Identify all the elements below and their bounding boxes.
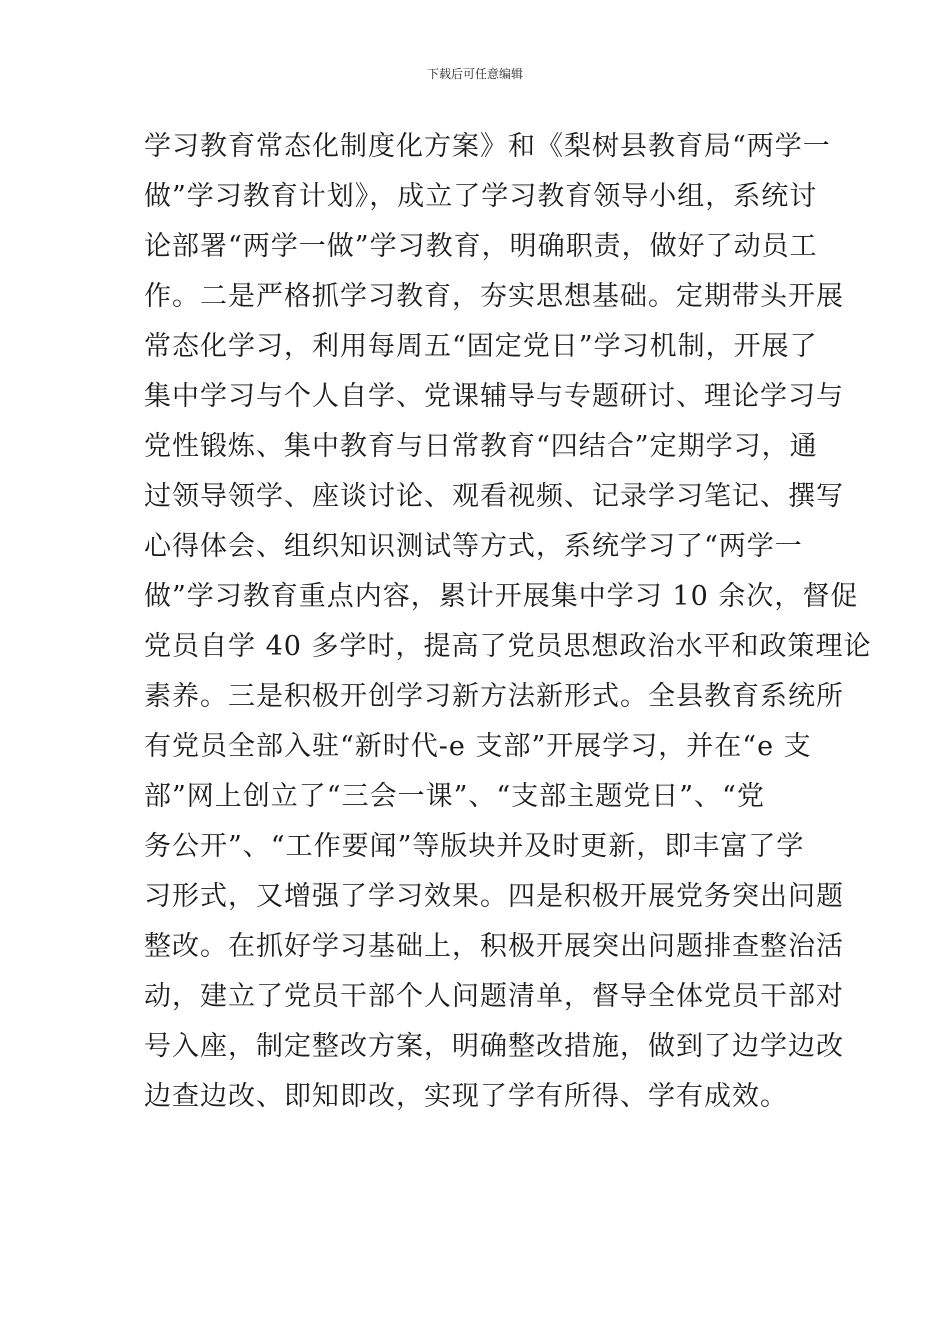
body-line: 习形式，又增强了学习效果。四是积极开展党务突出问题 — [144, 881, 844, 912]
body-line: 论部署“两学一做”学习教育，明确职责，做好了动员工 — [144, 231, 818, 262]
body-line: 号入座，制定整改方案，明确整改措施，做到了边学边改 — [144, 1031, 844, 1062]
document-body — [144, 122, 872, 1122]
body-line: 边查边改、即知即改，实现了学有所得、学有成效。 — [144, 1081, 788, 1112]
body-line: 做”学习教育计划》，成立了学习教育领导小组，系统讨 — [144, 181, 818, 212]
body-line: 作。二是严格抓学习教育，夯实思想基础。定期带头开展 — [144, 281, 844, 312]
body-line: 党员自学 40 多学时，提高了党员思想政治水平和政策理论 — [144, 631, 872, 662]
body-line: 素养。三是积极开创学习新方法新形式。全县教育系统所 — [144, 681, 844, 712]
body-line: 做”学习教育重点内容，累计开展集中学习 10 余次，督促 — [144, 581, 859, 612]
page-header-note: 下载后可任意编辑 — [426, 67, 523, 81]
body-line: 党性锻炼、集中教育与日常教育“四结合”定期学习，通 — [144, 431, 818, 462]
body-line: 务公开”、“工作要闻”等版块并及时更新，即丰富了学 — [144, 831, 805, 862]
body-line: 常态化学习，利用每周五“固定党日”学习机制，开展了 — [144, 331, 818, 362]
body-line: 心得体会、组织知识测试等方式，系统学习了“两学一 — [144, 531, 803, 562]
body-line: 学习教育常态化制度化方案》和《梨树县教育局“两学一 — [144, 131, 831, 162]
body-line: 过领导领学、座谈讨论、观看视频、记录学习笔记、撰写 — [144, 481, 844, 512]
body-line: 集中学习与个人自学、党课辅导与专题研讨、理论学习与 — [144, 381, 844, 412]
body-line: 有党员全部入驻“新时代-e 支部”开展学习，并在“e 支 — [144, 731, 812, 762]
body-line: 动，建立了党员干部个人问题清单，督导全体党员干部对 — [144, 981, 844, 1012]
body-line: 整改。在抓好学习基础上，积极开展突出问题排查整治活 — [144, 931, 844, 962]
body-line: 部”网上创立了“三会一课”、“支部主题党日”、“党 — [144, 781, 765, 812]
